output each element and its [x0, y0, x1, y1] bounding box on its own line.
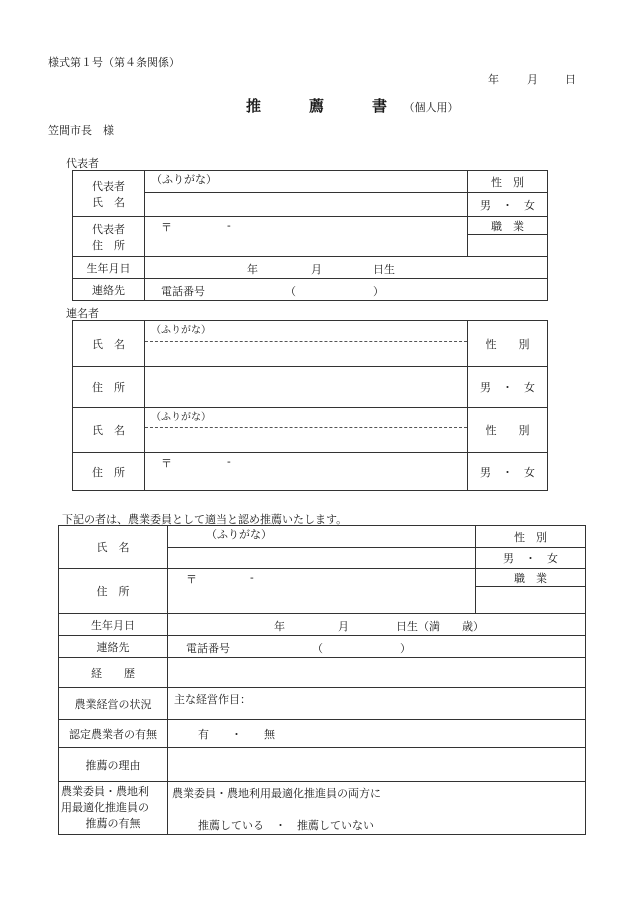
- nominee-name-label: 氏 名: [59, 526, 168, 569]
- rep-name-field[interactable]: [145, 193, 468, 217]
- date-month-label: 月: [527, 73, 538, 86]
- title-sub: （個人用）: [403, 101, 459, 114]
- cosigner2-postal-mark: 〒: [161, 457, 172, 470]
- nominee-farming-label: 農業経営の状況: [59, 688, 168, 720]
- cosigner2-postal-dash: -: [227, 455, 231, 468]
- rep-address-field[interactable]: [145, 217, 468, 257]
- nominee-dual-label-line1: 農業委員・農地利: [61, 785, 149, 798]
- rep-gender-options[interactable]: 男 ・ 女: [468, 193, 548, 217]
- nominee-reason-field[interactable]: [168, 748, 586, 782]
- rep-address-label: [73, 217, 145, 257]
- nominee-birth-label: 生年月日: [59, 614, 168, 636]
- nominee-career-label: 経 歴: [59, 658, 168, 688]
- rep-furigana-label: （ふりがな）: [151, 173, 217, 186]
- nominee-dual-label: [59, 782, 168, 835]
- nominee-furigana-field[interactable]: [168, 526, 476, 548]
- cosigner1-furigana[interactable]: [145, 321, 467, 342]
- rep-birth-year: 年: [247, 263, 258, 276]
- nominee-postal-dash: -: [250, 571, 254, 584]
- rep-birth-field[interactable]: [145, 257, 548, 279]
- cosigner2-gender-options[interactable]: 男 ・ 女: [468, 453, 548, 491]
- cosigner1-address-field[interactable]: [145, 367, 468, 408]
- nominee-birth-month: 月: [338, 620, 349, 633]
- cosigner2-address-label: 住 所: [73, 453, 145, 491]
- nominee-gender-options[interactable]: 男 ・ 女: [476, 548, 586, 569]
- nominee-dual-label-line2: 用最適化推進員の: [61, 801, 149, 814]
- cosigner2-name-label: 氏 名: [73, 408, 145, 453]
- nominee-contact-label: 連絡先: [59, 636, 168, 658]
- nominee-furigana-label: （ふりがな）: [206, 528, 272, 541]
- rep-furigana-field[interactable]: [145, 171, 468, 193]
- cosigners-section-label: 連名者: [66, 307, 99, 320]
- nominee-table: [58, 525, 586, 835]
- nominee-birth-field[interactable]: [168, 614, 586, 636]
- cosigner1-address-label: 住 所: [73, 367, 145, 408]
- cosigner1-gender-options[interactable]: 男 ・ 女: [468, 367, 548, 408]
- cosigner2-gender-label: 性 別: [468, 408, 548, 453]
- rep-birth-month: 月: [311, 263, 322, 276]
- cosigner1-furigana-label: （ふりがな）: [151, 325, 211, 336]
- nominee-job-label: 職 業: [476, 569, 586, 587]
- rep-birth-label: 生年月日: [73, 257, 145, 279]
- nominee-dual-label-line3: 推薦の有無: [85, 817, 141, 830]
- rep-phone-label: 電話番号: [161, 285, 205, 298]
- addressee: 笠間市長 様: [48, 124, 114, 137]
- cosigners-table: [72, 320, 548, 491]
- rep-postal-mark: 〒: [161, 221, 172, 234]
- rep-contact-label: 連絡先: [73, 279, 145, 301]
- nominee-certified-field[interactable]: [168, 720, 586, 748]
- rep-gender-label: 性 別: [468, 171, 548, 193]
- nominee-reason-label: 推薦の理由: [59, 748, 168, 782]
- nominee-name-field[interactable]: [168, 548, 476, 569]
- nominee-intro: 下記の者は、農業委員として適当と認め推薦いたします。: [62, 513, 348, 526]
- cosigner1-gender-label: 性 別: [468, 321, 548, 367]
- rep-job-label: 職 業: [468, 217, 548, 235]
- representative-table: [72, 170, 548, 301]
- nominee-address-field[interactable]: [168, 569, 476, 614]
- date-year-label: 年: [488, 73, 499, 86]
- cosigner1-name-field[interactable]: [145, 321, 468, 367]
- cosigner2-furigana[interactable]: [145, 408, 467, 428]
- rep-name-label-line1: 代表者: [92, 179, 125, 193]
- rep-postal-dash: -: [227, 219, 231, 232]
- nominee-farming-value: 主な経営作目：: [174, 693, 251, 706]
- nominee-job-field[interactable]: [476, 587, 586, 614]
- nominee-gender-label: 性 別: [476, 526, 586, 548]
- title-main: 推 薦 書: [246, 97, 404, 115]
- rep-name-label: [73, 171, 145, 217]
- nominee-certified-label: 認定農業者の有無: [59, 720, 168, 748]
- rep-contact-field[interactable]: [145, 279, 548, 301]
- nominee-certified-value: 有 ・ 無: [198, 727, 275, 741]
- nominee-contact-field[interactable]: [168, 636, 586, 658]
- rep-phone-paren: （ ）: [285, 285, 384, 298]
- rep-name-label-line2: 氏 名: [92, 195, 125, 209]
- representative-section-label: 代表者: [66, 157, 99, 170]
- nominee-address-label: 住 所: [59, 569, 168, 614]
- rep-address-label-line2: 住 所: [92, 238, 125, 252]
- cosigner1-name-label: 氏 名: [73, 321, 145, 367]
- date-day-label: 日: [565, 73, 576, 86]
- nominee-birth-year: 年: [274, 620, 285, 633]
- page-title: [246, 95, 459, 116]
- nominee-farming-field[interactable]: [168, 688, 586, 720]
- nominee-birth-day-age: 日生（満 歳）: [396, 620, 484, 633]
- rep-birth-day: 日生: [373, 263, 395, 276]
- nominee-dual-value-line2[interactable]: 推薦している ・ 推薦していない: [198, 819, 374, 832]
- nominee-dual-value-line1: 農業委員・農地利用最適化推進員の両方に: [172, 787, 381, 800]
- nominee-phone-label: 電話番号: [186, 642, 230, 655]
- cosigner2-furigana-label: （ふりがな）: [151, 412, 211, 423]
- nominee-phone-paren: （ ）: [312, 642, 411, 655]
- nominee-career-field[interactable]: [168, 658, 586, 688]
- rep-job-field[interactable]: [468, 235, 548, 257]
- form-number: 様式第１号（第４条関係）: [48, 56, 180, 69]
- cosigner2-address-field[interactable]: [145, 453, 468, 491]
- nominee-dual-field[interactable]: [168, 782, 586, 835]
- rep-address-label-line1: 代表者: [92, 222, 125, 236]
- cosigner2-name-field[interactable]: [145, 408, 468, 453]
- nominee-postal-mark: 〒: [186, 573, 197, 586]
